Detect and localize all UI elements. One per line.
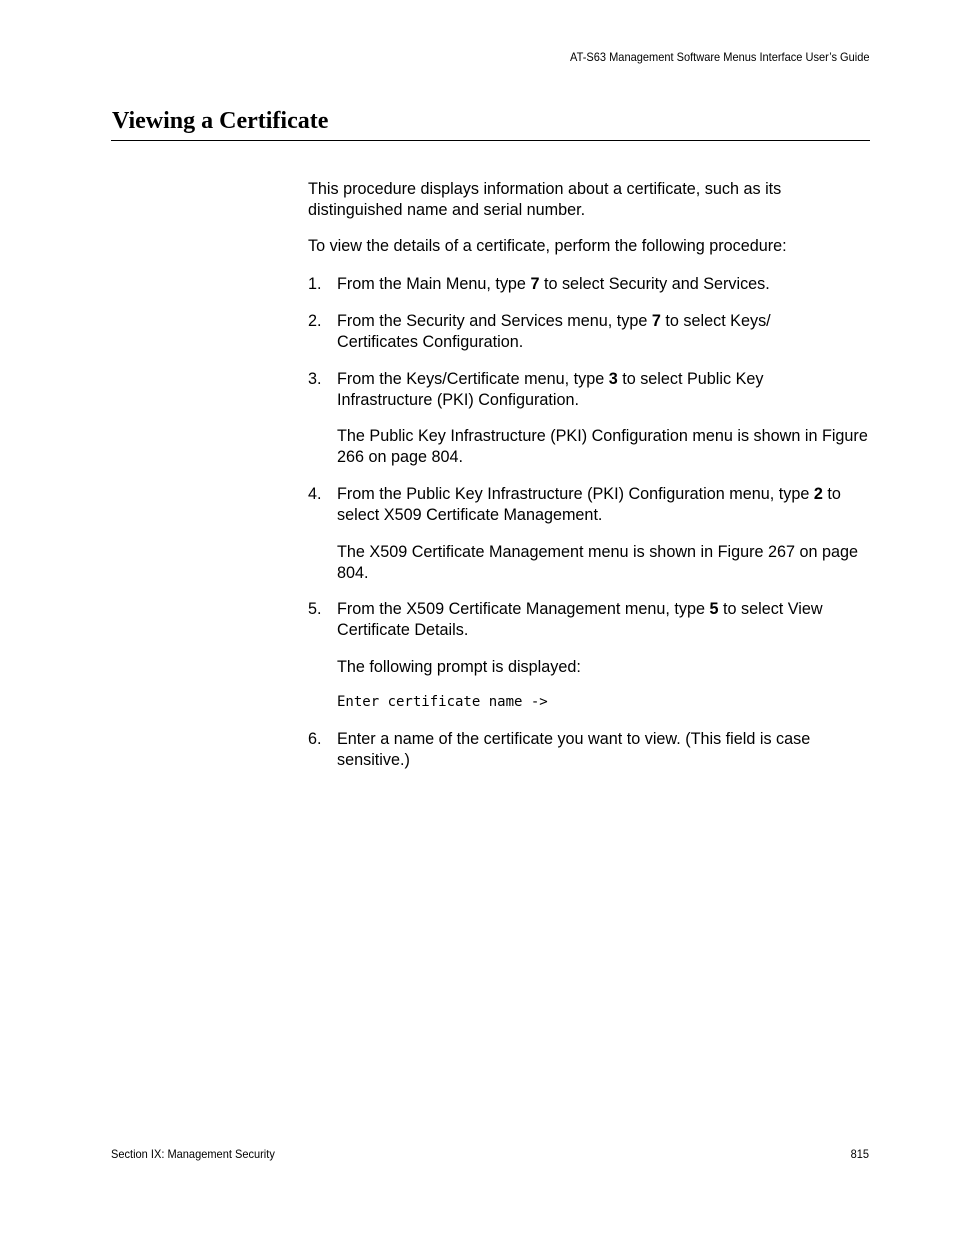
- step-number: 6.: [308, 730, 322, 748]
- menu-key: 2: [813, 485, 823, 503]
- intro-paragraph: This procedure displays information about a certificate, such as its distinguished name and serial number.: [308, 180, 782, 219]
- step-text: From the Security and Services menu, type 7 to select Keys/ Certificates Configuration.: [337, 312, 771, 351]
- menu-key: 5: [709, 600, 719, 618]
- running-header: AT-S63 Management Software Menus Interface User’s Guide: [569, 50, 869, 64]
- footer-section-label: Section IX: Management Security: [111, 1147, 275, 1161]
- title-divider: [111, 140, 870, 141]
- step-number: 1.: [308, 275, 322, 293]
- menu-key: 7: [530, 275, 540, 293]
- lead-paragraph: To view the details of a certificate, perform the following procedure:: [308, 237, 787, 255]
- command-prompt: Enter certificate name ->: [337, 694, 548, 710]
- step-note: The following prompt is displayed:: [337, 658, 581, 676]
- step-text: From the Keys/Certificate menu, type 3 to select Public Key Infrastructure (PKI) Configuration.: [337, 370, 764, 409]
- step-note: The Public Key Infrastructure (PKI) Configuration menu is shown in Figure 266 on page 804.: [337, 427, 868, 466]
- step-number: 4.: [308, 485, 322, 503]
- menu-key: 3: [608, 370, 618, 388]
- page-title: Viewing a Certificate: [112, 108, 329, 134]
- step-text: From the Public Key Infrastructure (PKI) Configuration menu, type 2 to select X509 Certificate Management.: [337, 485, 841, 524]
- step-number: 5.: [308, 600, 322, 618]
- step-text: Enter a name of the certificate you want to view. (This field is case sensitive.): [337, 730, 811, 769]
- step-number: 2.: [308, 312, 322, 330]
- step-text: From the Main Menu, type 7 to select Security and Services.: [337, 275, 770, 293]
- step-text: From the X509 Certificate Management menu, type 5 to select View Certificate Details.: [337, 600, 823, 639]
- step-note: The X509 Certificate Management menu is shown in Figure 267 on page 804.: [337, 543, 859, 582]
- page-number: 815: [850, 1147, 869, 1161]
- step-number: 3.: [308, 370, 322, 388]
- menu-key: 7: [651, 312, 661, 330]
